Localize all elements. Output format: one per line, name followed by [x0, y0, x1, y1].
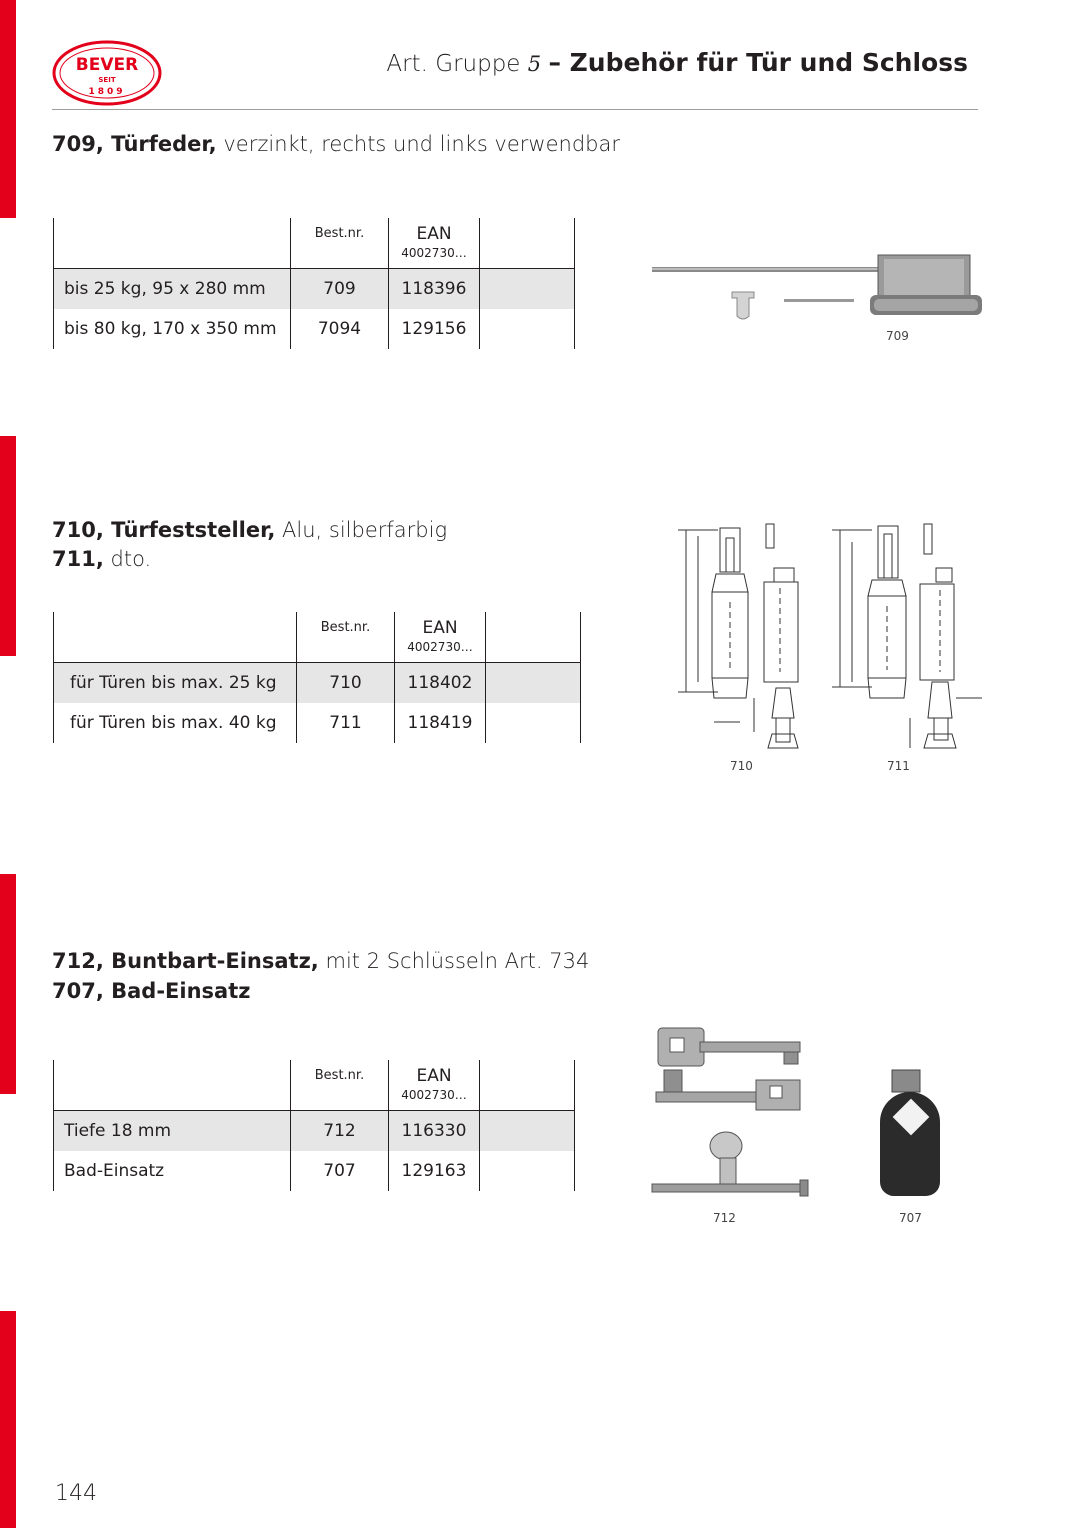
- logo-text: BEVER: [75, 55, 139, 75]
- title-bold: 707, Bad-Einsatz: [52, 979, 251, 1003]
- col-bestnr: Best.nr.: [314, 226, 365, 241]
- col-ean: EAN: [422, 618, 458, 638]
- title-desc: Alu, silberfarbig: [282, 518, 448, 542]
- row-desc: Tiefe 18 mm: [54, 1111, 291, 1152]
- row-ean: 118402: [395, 663, 486, 704]
- table-row: [54, 1111, 575, 1152]
- row-bestnr: 7094: [291, 309, 389, 349]
- row-bestnr: 710: [297, 663, 395, 704]
- col-ean-prefix: 4002730…: [401, 246, 467, 260]
- logo-sub: SEIT: [98, 76, 116, 84]
- title-desc: mit 2 Schlüsseln Art. 734: [325, 949, 590, 973]
- col-bestnr: Best.nr.: [314, 1068, 365, 1083]
- door-stop-drawing-711: [826, 522, 986, 754]
- section-title-709: [52, 132, 620, 156]
- door-stop-drawing-710: [668, 522, 818, 754]
- article-table-709: [53, 218, 575, 349]
- title-bold: 711,: [52, 547, 104, 571]
- row-bestnr: 711: [297, 703, 395, 743]
- table-row: [54, 703, 581, 743]
- table-row: [54, 309, 575, 349]
- page-header-title: [386, 48, 968, 77]
- section-title-707: [52, 979, 250, 1003]
- bever-logo: [52, 40, 162, 106]
- logo-year: 1809: [88, 87, 126, 97]
- section-title-712: [52, 949, 589, 973]
- edge-tab: [0, 436, 16, 656]
- row-desc: Bad-Einsatz: [54, 1151, 291, 1191]
- table-row: [54, 1151, 575, 1191]
- col-ean-prefix: 4002730…: [401, 1088, 467, 1102]
- title-bold: 709, Türfeder,: [52, 132, 217, 156]
- buntbart-insert-image: [648, 1022, 813, 1204]
- table-row: [54, 269, 575, 310]
- col-bestnr: Best.nr.: [320, 620, 371, 635]
- row-ean: 116330: [389, 1111, 480, 1152]
- row-ean: 129156: [389, 309, 480, 349]
- header-divider: [52, 109, 978, 110]
- row-bestnr: 707: [291, 1151, 389, 1191]
- group-label: Art. Gruppe: [386, 51, 521, 77]
- edge-tab: [0, 874, 16, 1094]
- section-title-710: [52, 518, 447, 542]
- row-desc: bis 80 kg, 170 x 350 mm: [54, 309, 291, 349]
- group-title: – Zubehör für Tür und Schloss: [548, 48, 968, 77]
- row-ean: 118419: [395, 703, 486, 743]
- edge-tab: [0, 0, 16, 218]
- title-bold: 710, Türfeststeller,: [52, 518, 276, 542]
- page-number: 144: [55, 1481, 97, 1506]
- row-ean: 129163: [389, 1151, 480, 1191]
- row-desc: bis 25 kg, 95 x 280 mm: [54, 269, 291, 310]
- title-bold: 712, Buntbart-Einsatz,: [52, 949, 319, 973]
- col-ean: EAN: [416, 224, 452, 244]
- image-caption: 710: [730, 759, 753, 773]
- table-row: [54, 663, 581, 704]
- door-spring-image: [648, 245, 988, 335]
- row-desc: für Türen bis max. 40 kg: [54, 703, 297, 743]
- edge-tab: [0, 1311, 16, 1528]
- title-desc: verzinkt, rechts und links verwendbar: [223, 132, 620, 156]
- image-caption: 712: [713, 1211, 736, 1225]
- section-title-711: [52, 547, 151, 571]
- row-bestnr: 709: [291, 269, 389, 310]
- row-bestnr: 712: [291, 1111, 389, 1152]
- article-table-712: [53, 1060, 575, 1191]
- col-ean: EAN: [416, 1066, 452, 1086]
- row-ean: 118396: [389, 269, 480, 310]
- bad-insert-image: [866, 1066, 956, 1200]
- group-number: 5: [527, 52, 542, 76]
- title-desc: dto.: [110, 547, 152, 571]
- col-ean-prefix: 4002730…: [407, 640, 473, 654]
- image-caption: 711: [887, 759, 910, 773]
- article-table-710: [53, 612, 581, 743]
- image-caption: 707: [899, 1211, 922, 1225]
- row-desc: für Türen bis max. 25 kg: [54, 663, 297, 704]
- image-caption: 709: [886, 329, 909, 343]
